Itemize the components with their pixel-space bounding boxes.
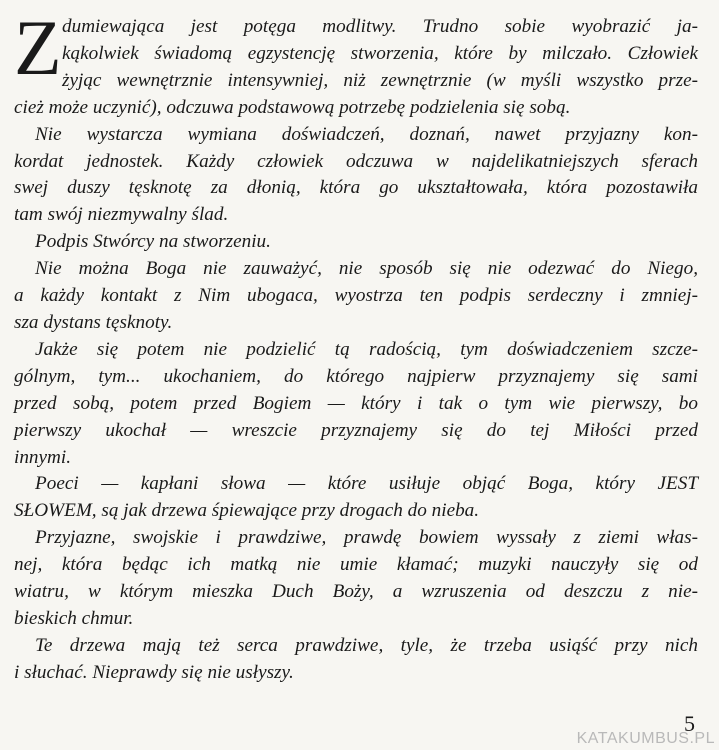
text-line: a każdy kontakt z Nim ubogaca, wyostrza ten podpis serdeczny i zmniej- [14, 285, 698, 307]
text-line: tam swój niezmywalny ślad. [14, 204, 229, 226]
text-line: bieskich chmur. [14, 607, 134, 629]
text-line: Poeci — kapłani słowa — które usiłuje objąć Boga, który JEST [35, 473, 698, 495]
text-line: wiatru, w którym mieszka Duch Boży, a wzruszenia od deszczu z nie- [14, 581, 698, 603]
paragraph-8 [14, 633, 698, 687]
body-text [14, 4, 698, 687]
text-line: swej duszy tęsknotę za dłonią, która go ukształtowała, która pozostawiła [14, 177, 698, 199]
text-line: cież może uczynić), odczuwa podstawową potrzebę podzielenia się sobą. [14, 96, 571, 118]
paragraph-6 [14, 471, 698, 525]
text-line: pierwszy ukochał — wreszcie przyznajemy się do tej Miłości przed [14, 419, 698, 441]
text-line: SŁOWEM, są jak drzewa śpiewające przy drogach do nieba. [14, 500, 480, 522]
text-line: nej, która będąc ich matką nie umie kłamać; muzyki nauczyły się od [14, 554, 698, 576]
paragraph-5 [14, 337, 698, 472]
text-line: Te drzewa mają też serca prawdziwe, tyle, że trzeba usiąść przy nich [35, 634, 698, 656]
text-line: dumiewająca jest potęga modlitwy. Trudno sobie wyobrazić ja- [62, 16, 698, 37]
text-line: żyjąc wewnętrznie intensywniej, niż zewnętrznie (w myśli wszystko prze- [62, 69, 698, 91]
text-line: przed sobą, potem przed Bogiem — który i tak o tym wie pierwszy, bo [14, 392, 698, 414]
text-line: sza dystans tęsknoty. [14, 311, 173, 333]
paragraph-4 [14, 256, 698, 337]
paragraph-2 [14, 122, 698, 230]
text-line: i słuchać. Nieprawdy się nie usłyszy. [14, 661, 294, 683]
text-line: innymi. [14, 446, 72, 468]
text-line: Nie można Boga nie zauważyć, nie sposób się nie odezwać do Niego, [35, 258, 698, 280]
paragraph-1 [14, 4, 698, 122]
page-number: 5 [684, 711, 695, 736]
text-line: kąkolwiek świadomą egzystencję stworzenia, które by milczało. Człowiek [62, 42, 698, 64]
text-line: Przyjazne, swojskie i prawdziwe, prawdę bowiem wyssały z ziemi włas- [35, 527, 698, 549]
paragraph-3 [14, 229, 698, 256]
drop-cap: Z [14, 4, 62, 91]
paragraph-7 [14, 525, 698, 633]
watermark: KATAKUMBUS.PL [576, 730, 715, 747]
text-line: Nie wystarcza wymiana doświadczeń, doznań, nawet przyjazny kon- [35, 123, 698, 145]
text-line: gólnym, tym... ukochaniem, do którego najpierw przyznajemy się sami [14, 365, 698, 387]
text-line: kordat jednostek. Każdy człowiek odczuwa w najdelikatniejszych sferach [14, 150, 698, 172]
text-line: Jakże się potem nie podzielić tą radością, tym doświadczeniem szcze- [35, 338, 698, 360]
text-line: Podpis Stwórcy na stworzeniu. [35, 231, 271, 253]
